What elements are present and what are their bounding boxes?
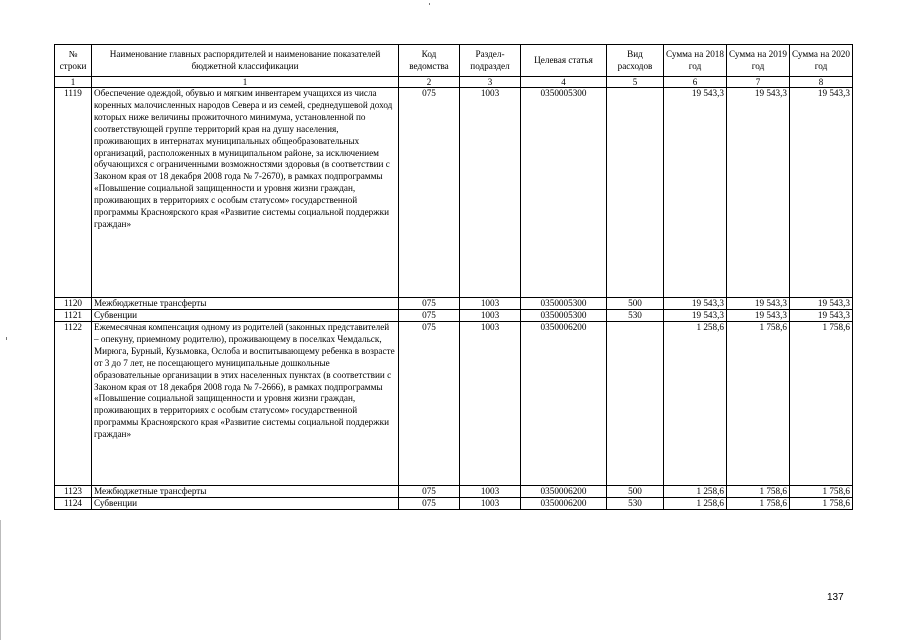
dept-code: 075 xyxy=(399,298,460,310)
page-number: 137 xyxy=(827,592,844,603)
numbering-row xyxy=(55,77,853,88)
row-name: Субвенции xyxy=(92,310,399,322)
numbering-cell: 1 xyxy=(92,77,399,88)
row-name: Межбюджетные трансферты xyxy=(92,486,399,498)
section-code: 1003 xyxy=(460,298,521,310)
table-row xyxy=(55,88,853,298)
sum-2019: 19 543,3 xyxy=(727,310,790,322)
table-row xyxy=(55,498,853,510)
section-code: 1003 xyxy=(460,322,521,486)
header-sum-2019: Сумма на 2019 год xyxy=(727,45,790,77)
header-sum-2018: Сумма на 2018 год xyxy=(664,45,727,77)
numbering-cell: 2 xyxy=(399,77,460,88)
header-sum-2020: Сумма на 2020 год xyxy=(790,45,853,77)
target-article: 0350005300 xyxy=(521,88,607,298)
numbering-cell: 7 xyxy=(727,77,790,88)
section-code: 1003 xyxy=(460,88,521,298)
sum-2020: 19 543,3 xyxy=(790,310,853,322)
scan-edge-line xyxy=(0,520,1,640)
sum-2019: 1 758,6 xyxy=(727,498,790,510)
table-row xyxy=(55,298,853,310)
dept-code: 075 xyxy=(399,310,460,322)
target-article: 0350006200 xyxy=(521,322,607,486)
section-code: 1003 xyxy=(460,486,521,498)
section-code: 1003 xyxy=(460,498,521,510)
sum-2019: 19 543,3 xyxy=(727,298,790,310)
sum-2018: 1 258,6 xyxy=(664,322,727,486)
row-number: 1121 xyxy=(55,310,92,322)
row-number: 1122 xyxy=(55,322,92,486)
scan-mark-left xyxy=(6,337,7,340)
target-article: 0350006200 xyxy=(521,498,607,510)
expense-type: 530 xyxy=(607,498,664,510)
sum-2018: 19 543,3 xyxy=(664,88,727,298)
header-row xyxy=(55,45,853,77)
expense-type xyxy=(607,88,664,298)
expense-type: 530 xyxy=(607,310,664,322)
dept-code: 075 xyxy=(399,88,460,298)
sum-2018: 19 543,3 xyxy=(664,298,727,310)
numbering-cell: 8 xyxy=(790,77,853,88)
table-row xyxy=(55,486,853,498)
budget-table xyxy=(54,44,853,510)
sum-2020: 1 758,6 xyxy=(790,486,853,498)
scan-mark-top xyxy=(429,3,430,5)
sum-2020: 1 758,6 xyxy=(790,322,853,486)
numbering-cell: 6 xyxy=(664,77,727,88)
target-article: 0350006200 xyxy=(521,486,607,498)
sum-2020: 19 543,3 xyxy=(790,88,853,298)
numbering-cell: 5 xyxy=(607,77,664,88)
section-code: 1003 xyxy=(460,310,521,322)
header-row-number: № строки xyxy=(55,45,92,77)
row-name: Субвенции xyxy=(92,498,399,510)
sum-2018: 19 543,3 xyxy=(664,310,727,322)
dept-code: 075 xyxy=(399,498,460,510)
sum-2020: 1 758,6 xyxy=(790,498,853,510)
expense-type: 500 xyxy=(607,486,664,498)
sum-2020: 19 543,3 xyxy=(790,298,853,310)
sum-2019: 1 758,6 xyxy=(727,486,790,498)
expense-type xyxy=(607,322,664,486)
numbering-cell: 4 xyxy=(521,77,607,88)
row-number: 1119 xyxy=(55,88,92,298)
dept-code: 075 xyxy=(399,486,460,498)
sum-2019: 19 543,3 xyxy=(727,88,790,298)
row-name: Межбюджетные трансферты xyxy=(92,298,399,310)
header-name: Наименование главных распорядителей и наименование показателей бюджетной классификации xyxy=(92,45,399,77)
target-article: 0350005300 xyxy=(521,310,607,322)
row-number: 1123 xyxy=(55,486,92,498)
header-dept-code: Код ведомства xyxy=(399,45,460,77)
sum-2018: 1 258,6 xyxy=(664,486,727,498)
row-number: 1120 xyxy=(55,298,92,310)
table-row xyxy=(55,310,853,322)
table-row xyxy=(55,322,853,486)
row-number: 1124 xyxy=(55,498,92,510)
header-section: Раздел-подраздел xyxy=(460,45,521,77)
sum-2018: 1 258,6 xyxy=(664,498,727,510)
header-target-article: Целевая статья xyxy=(521,45,607,77)
row-name: Ежемесячная компенсация одному из родителей (законных представителей – опекуну, приемному родителю), проживающему в поселках Чемдальск, Мирюга, Бурный, Кузьмовка, Ослоба и воспитывающему ребенка в возрасте от 3 до 7 лет, не посещающего муниципальные дошкольные образовательные организации в этих населенных пунктах (в соответствии с Законом края от 18 декабря 2008 года № 7-2666), в рамках подпрограммы «Повышение социальной защищенности и уровня жизни граждан, проживающих в территориях с особым статусом» государственной программы Красноярского края «Развитие системы социальной поддержки граждан» xyxy=(92,322,399,486)
numbering-cell: 1 xyxy=(55,77,92,88)
numbering-cell: 3 xyxy=(460,77,521,88)
expense-type: 500 xyxy=(607,298,664,310)
target-article: 0350005300 xyxy=(521,298,607,310)
header-expense-type: Вид расходов xyxy=(607,45,664,77)
dept-code: 075 xyxy=(399,322,460,486)
sum-2019: 1 758,6 xyxy=(727,322,790,486)
row-name: Обеспечение одеждой, обувью и мягким инвентарем учащихся из числа коренных малочисленных народов Севера и из семей, среднедушевой доход которых ниже величины прожиточного минимума, установленной по соответствующей группе территорий края на душу населения, проживающих в интернатах муниципальных общеобразовательных организаций, расположенных в муниципальном районе, за исключением обучающихся с ограниченными возможностями здоровья (в соответствии с Законом края от 18 декабря 2008 года № 7-2670), в рамках подпрограммы «Повышение социальной защищенности и уровня жизни граждан, проживающих в территориях с особым статусом» государственной программы Красноярского края «Развитие системы социальной поддержки граждан» xyxy=(92,88,399,298)
